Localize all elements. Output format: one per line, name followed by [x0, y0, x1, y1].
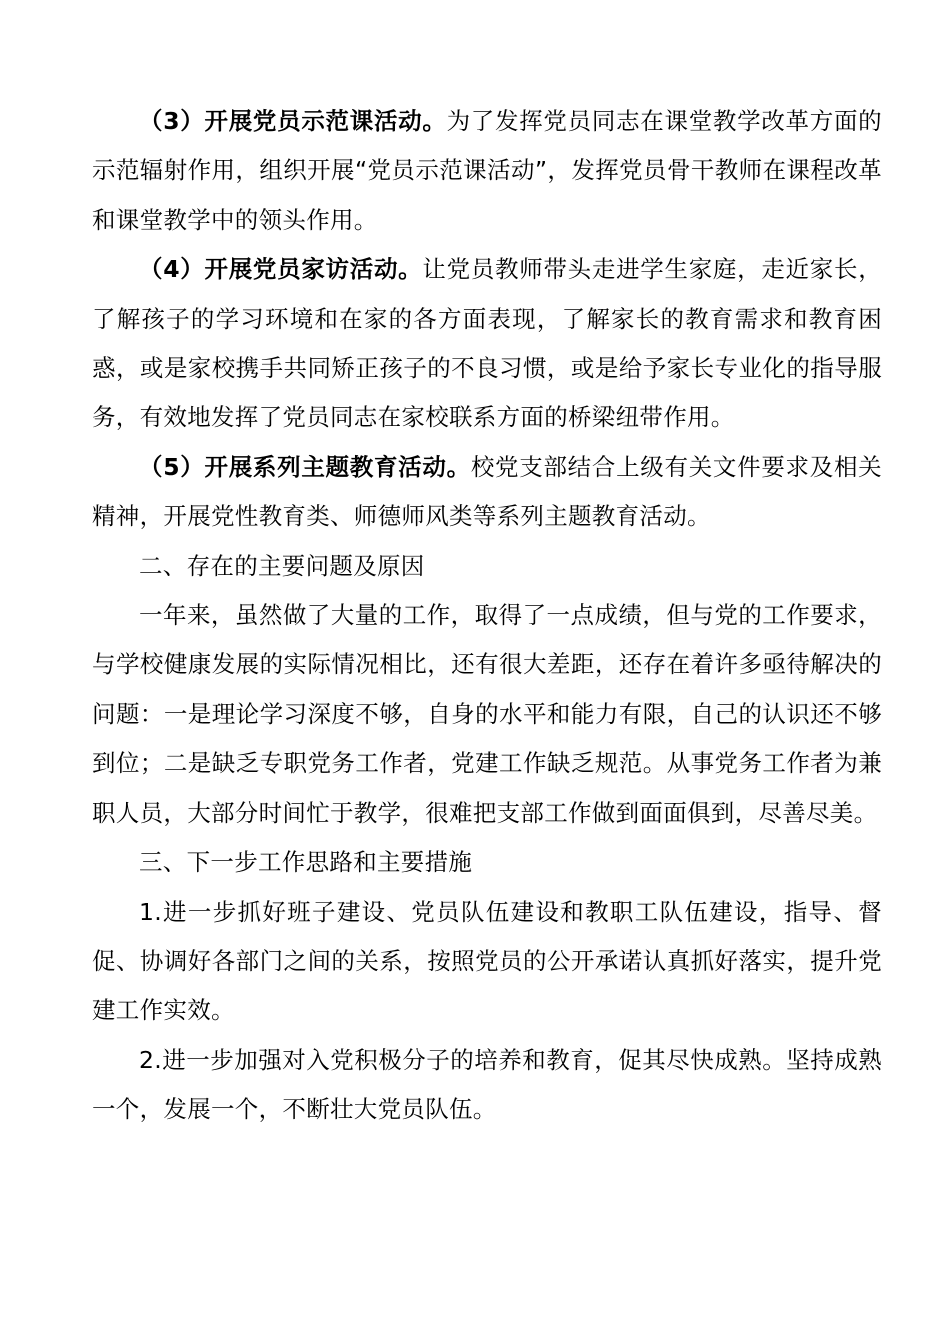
paragraph-home-visit [92, 245, 882, 443]
paragraph-lead: （3）开展党员示范课活动。 [139, 107, 447, 135]
section-heading-problems: 二、存在的主要问题及原因 [139, 551, 425, 580]
paragraph-text: 为了发挥党员同志在课堂教学改革方面的示范辐射作用，组织开展“党员示范课活动”，发挥党员骨干教师在课程改革和课堂教学中的领头作用。 [92, 107, 882, 234]
paragraph-problems: 一年来，虽然做了大量的工作，取得了一点成绩，但与党的工作要求，与学校健康发展的实际情况相比，还有很大差距，还存在着许多亟待解决的问题：一是理论学习深度不够，自身的水平和能力有限，自己的认识还不够到位；二是缺乏专职党务工作者，党建工作缺乏规范。从事党务工作者为兼职人员，大部分时间忙于教学，很难把支部工作做到面面俱到，尽善尽美。 [92, 601, 882, 827]
paragraph-demo-class [92, 97, 882, 245]
paragraph-theme-education [92, 443, 882, 542]
paragraph-lead: （4）开展党员家访活动。 [139, 255, 423, 284]
list-item-measure-1: 1.进一步抓好班子建设、党员队伍建设和教职工队伍建设，指导、督促、协调好各部门之间的关系，按照党员的公开承诺认真抓好落实，提升党建工作实效。 [92, 897, 882, 1025]
document-page [92, 97, 882, 1135]
paragraph-lead: （5）开展系列主题教育活动。 [139, 452, 471, 481]
list-item-measure-2: 2.进一步加强对入党积极分子的培养和教育，促其尽快成熟。坚持成熟一个，发展一个，不断壮大党员队伍。 [92, 1045, 882, 1124]
section-heading-next-steps: 三、下一步工作思路和主要措施 [139, 848, 473, 877]
paragraph-text: 校党支部结合上级有关文件要求及相关精神，开展党性教育类、师德师风类等系列主题教育活动。 [92, 452, 882, 531]
paragraph-text: 让党员教师带头走进学生家庭，走近家长，了解孩子的学习环境和在家的各方面表现，了解家长的教育需求和教育困惑，或是家校携手共同矫正孩子的不良习惯，或是给予家长专业化的指导服务，有效地发挥了党员同志在家校联系方面的桥梁纽带作用。 [92, 255, 882, 432]
